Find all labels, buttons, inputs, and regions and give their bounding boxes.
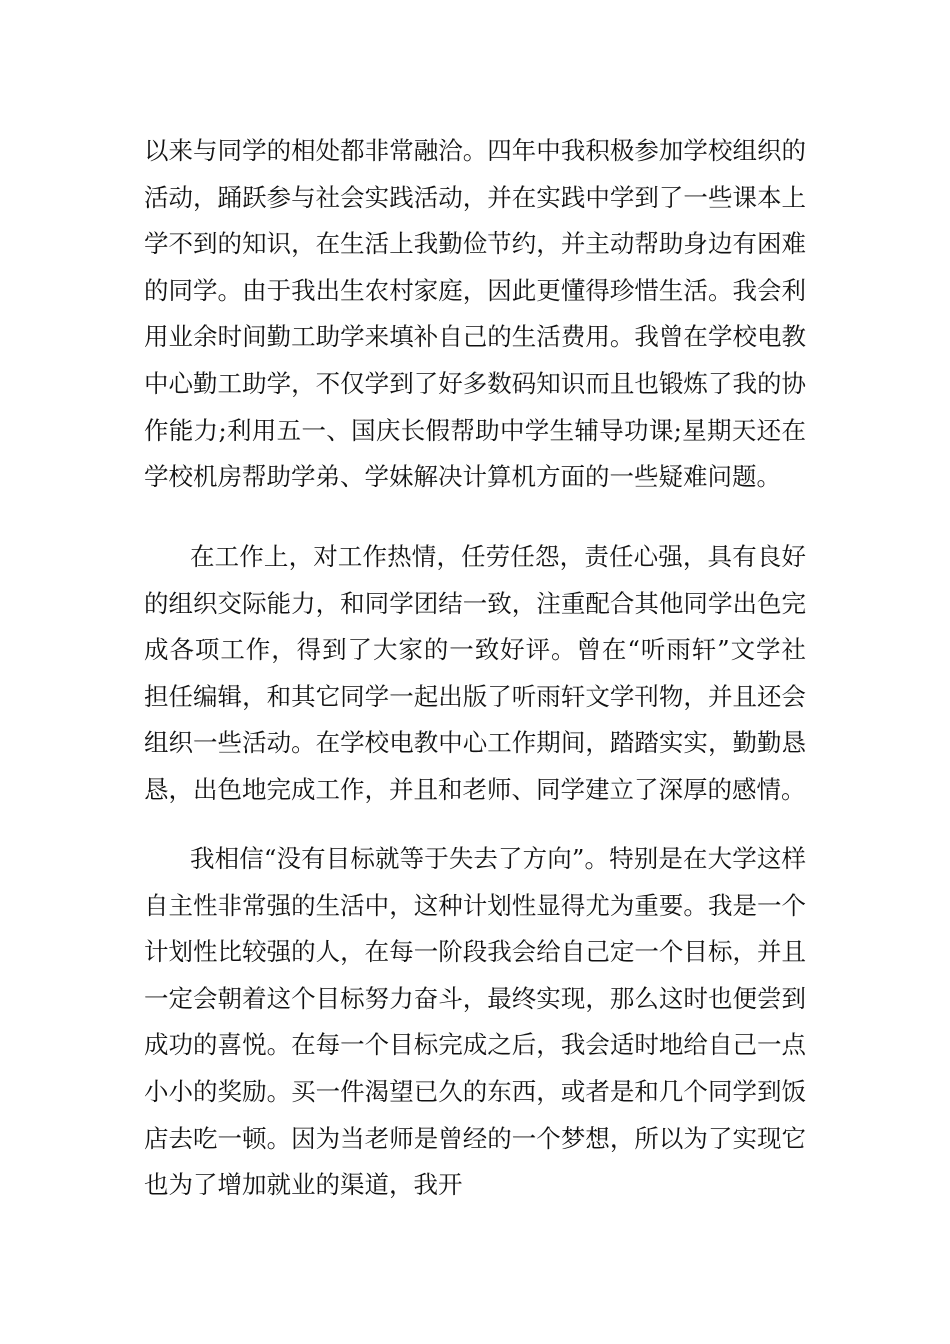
paragraph-1: 以来与同学的相处都非常融洽。四年中我积极参加学校组织的活动，踊跃参与社会实践活动，并在实践中学到了一些课本上学不到的知识，在生活上我勤俭节约，并主动帮助身边有困难的同学。由于我出生农村家庭，因此更懂得珍惜生活。我会利用业余时间勤工助学来填补自己的生活费用。我曾在学校电教中心勤工助学，不仅学到了好多数码知识而且也锻炼了我的协作能力;利用五一、国庆长假帮助中学生辅导功课;星期天还在学校机房帮助学弟、学妹解决计算机方面的一些疑难问题。 [144, 136, 806, 492]
paragraph-2: 在工作上，对工作热情，任劳任怨，责任心强，具有良好的组织交际能力，和同学团结一致，注重配合其他同学出色完成各项工作，得到了大家的一致好评。曾在“听雨轩”文学社担任编辑，和其它同学一起出版了听雨轩文学刊物，并且还会组织一些活动。在学校电教中心工作期间，踏踏实实，勤勤恳恳，出色地完成工作，并且和老师、同学建立了深厚的感情。 [144, 542, 806, 804]
paragraph-3: 我相信“没有目标就等于失去了方向”。特别是在大学这样自主性非常强的生活中，这种计划性显得尤为重要。我是一个计划性比较强的人，在每一阶段我会给自己定一个目标，并且一定会朝着这个目标努力奋斗，最终实现，那么这时也便尝到成功的喜悦。在每一个目标完成之后，我会适时地给自己一点小小的奖励。买一件渴望已久的东西，或者是和几个同学到饭店去吃一顿。因为当老师是曾经的一个梦想，所以为了实现它也为了增加就业的渠道，我开 [144, 844, 806, 1200]
